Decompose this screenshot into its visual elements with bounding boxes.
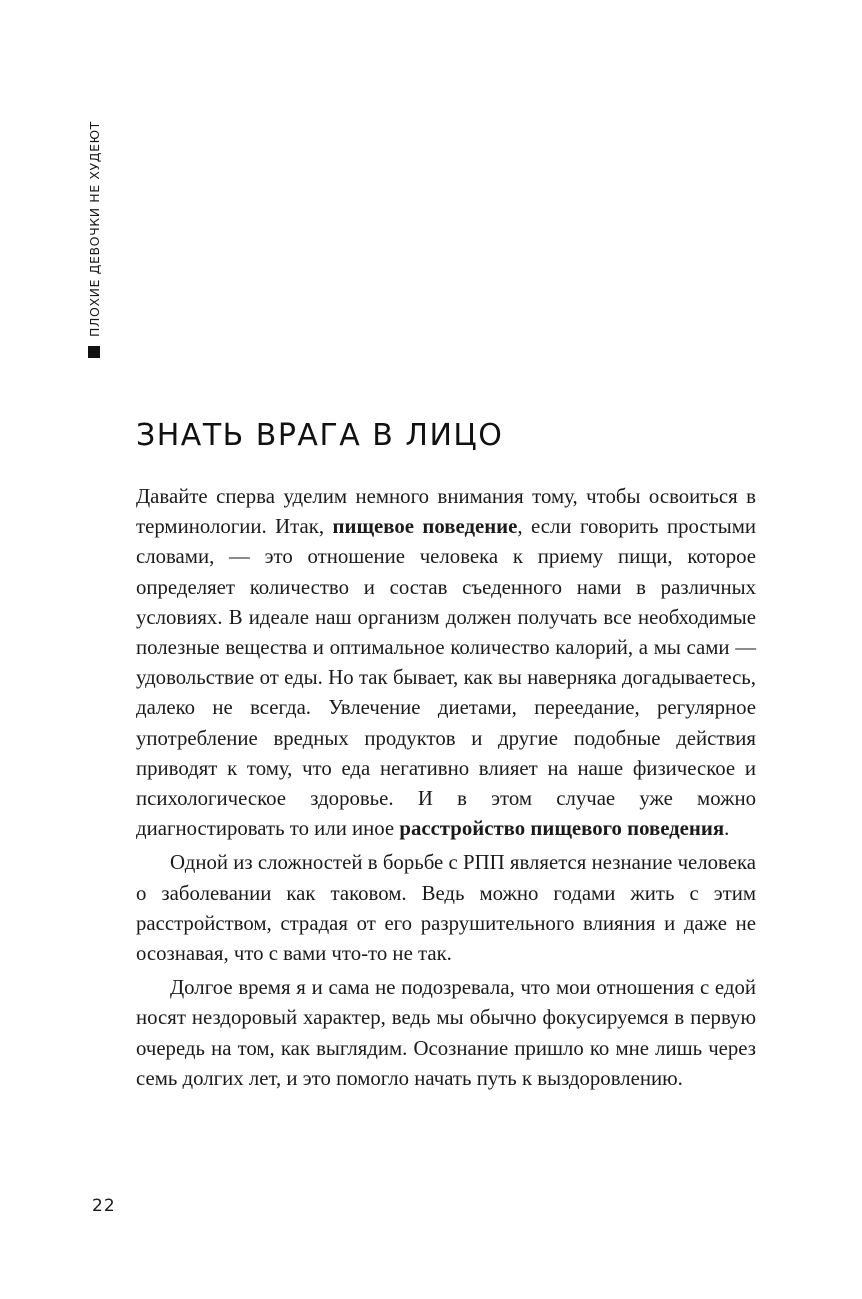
paragraph-3: Долгое время я и сама не подозревала, что мои отношения с едой носят нездоровый характер, ведь мы обычно фокусируемся в первую очередь на том, как выглядим. Осознание пришло ко мне лишь через семь долгих лет, и это помогло начать путь к выздоровлению. (136, 976, 756, 1090)
chapter-title: ЗНАТЬ ВРАГА В ЛИЦО (136, 418, 504, 453)
paragraph-2: Одной из сложностей в борьбе с РПП является незнание человека о заболевании как таковом. Ведь можно годами жить с этим расстройством, страдая от его разрушительного влияния и даже не осознавая, что с вами что-то не так. (136, 851, 756, 966)
body-text (136, 482, 756, 1098)
running-head-text: ПЛОХИЕ ДЕВОЧКИ НЕ ХУДЕЮТ (86, 121, 102, 337)
term-eating-behavior: пищевое поведение (332, 515, 518, 539)
paragraph-1 (136, 482, 756, 844)
running-head (76, 121, 112, 358)
page-number: 22 (92, 1196, 116, 1216)
square-bullet-icon (88, 346, 100, 358)
term-eating-disorder: расстройство пищевого поведения (399, 817, 725, 841)
paragraph-1-part-3: . (724, 817, 730, 841)
paragraph-1-part-2: , если говорить простыми словами, — это отношение человека к приему пищи, которое определяет количество и состав съеденного нами в различных условиях. В идеале наш организм должен получать все необходимые полезные вещества и оптимальное количество калорий, а мы сами — удовольствие от еды. Но так бывает, как вы наверняка догадываетесь, далеко не всегда. Увлечение диетами, переедание, регулярное употребление вредных продуктов и другие подобные действия приводят к тому, что еда негативно влияет на наше физическое и психологическое здоровье. И в этом случае уже можно диагностировать то или иное (136, 515, 756, 841)
paragraph-1-part-1: Давайте сперва уделим немного внимания тому, чтобы освоиться в терминологии. Итак, (136, 485, 756, 539)
